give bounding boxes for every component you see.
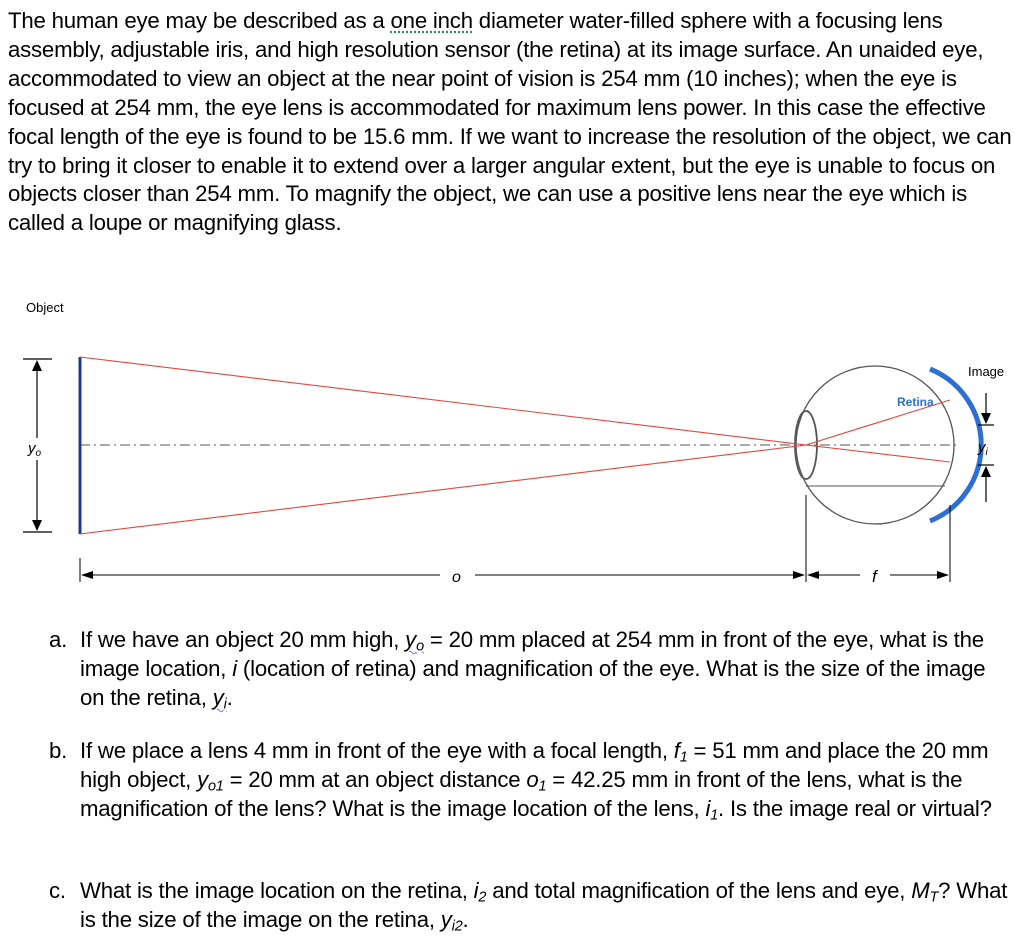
var-i1: $i_1$ <box>705 795 719 824</box>
question-b-text-2: = 51 mm and place the 20 mm high object, <box>80 738 989 792</box>
question-a-text-2: = 20 mm placed at 254 mm in front of the eye, what is the image location, <box>80 627 984 681</box>
intro-paragraph <box>8 7 1018 238</box>
intro-text-1: The human eye may be described as a <box>8 8 391 33</box>
var-yo1: $y_{o1}$ <box>197 766 224 795</box>
question-c-text-3: ? What is the size of the image on the retina, <box>80 878 1008 932</box>
question-b-letter: b. <box>49 738 68 763</box>
question-c-text-2: and total magnification of the lens and eye, <box>486 878 912 903</box>
question-b-text-1: If we place a lens 4 mm in front of the eye with a focal length, <box>80 738 674 763</box>
var-yo: $y_o$ <box>405 627 424 655</box>
question-a <box>49 626 1012 713</box>
question-b-text-5: . Is the image real or virtual? <box>718 795 992 821</box>
focal-length-label: f <box>872 567 877 586</box>
var-yi2: $y_{i2}$ <box>440 906 463 935</box>
question-c-text-1: What is the image location on the retina, <box>80 878 474 903</box>
var-i2: $i_2$ <box>473 878 487 906</box>
var-f1: $f_1$ <box>673 738 688 766</box>
object-label: Object <box>26 300 64 315</box>
question-a-text-4: . <box>226 684 233 710</box>
var-yi: $y_i$ <box>212 684 227 713</box>
intro-text-2: diameter water-filled sphere with a focusing lens assembly, adjustable iris, and high resolution sensor (the retina) at its image surface. An unaided eye, accommodated to view an object at the near point of vision is 254 mm (10 inches); when the eye is focused at 254 mm, the eye lens is accommodated for maximum lens power. In this case the effective focal length of the eye is found to be 15.6 mm. If we want to increase the resolution of the object, we can try to bring it closer to enable it to extend over a larger angular extent, but the eye is unable to focus on objects closer than 254 mm. To magnify the object, we can use a positive lens near the eye which is called a loupe or magnifying glass. <box>8 8 1012 236</box>
object-distance-label: o <box>452 569 461 586</box>
var-o1: $o_1$ <box>526 766 547 795</box>
question-b-text-4: = 42.25 mm in front of the lens, what is the magnification of the lens? What is the image location of the lens, <box>80 766 963 821</box>
question-c <box>49 877 1012 935</box>
var-mt: $M_T$ <box>911 878 939 906</box>
question-a-text-1: If we have an object 20 mm high, <box>80 627 406 652</box>
yi-label: $y_i$ <box>978 439 988 458</box>
distance-dimensions <box>80 495 950 582</box>
question-c-text-4: . <box>462 906 469 932</box>
retina-label: Retina <box>897 395 934 409</box>
question-a-letter: a. <box>49 627 68 652</box>
var-i: i <box>232 655 237 681</box>
question-a-text-3: (location of retina) and magnification of the eye. What is the size of the image on the retina, <box>80 655 986 710</box>
yo-label: $y_o$ <box>28 440 42 459</box>
question-b <box>49 737 1012 824</box>
eye-optics-diagram <box>0 290 1024 600</box>
question-b-text-3: = 20 mm at an object distance <box>223 766 527 792</box>
question-c-letter: c. <box>49 878 66 903</box>
intro-underlined-phrase: one inch <box>390 8 473 33</box>
image-label: Image <box>968 364 1005 379</box>
